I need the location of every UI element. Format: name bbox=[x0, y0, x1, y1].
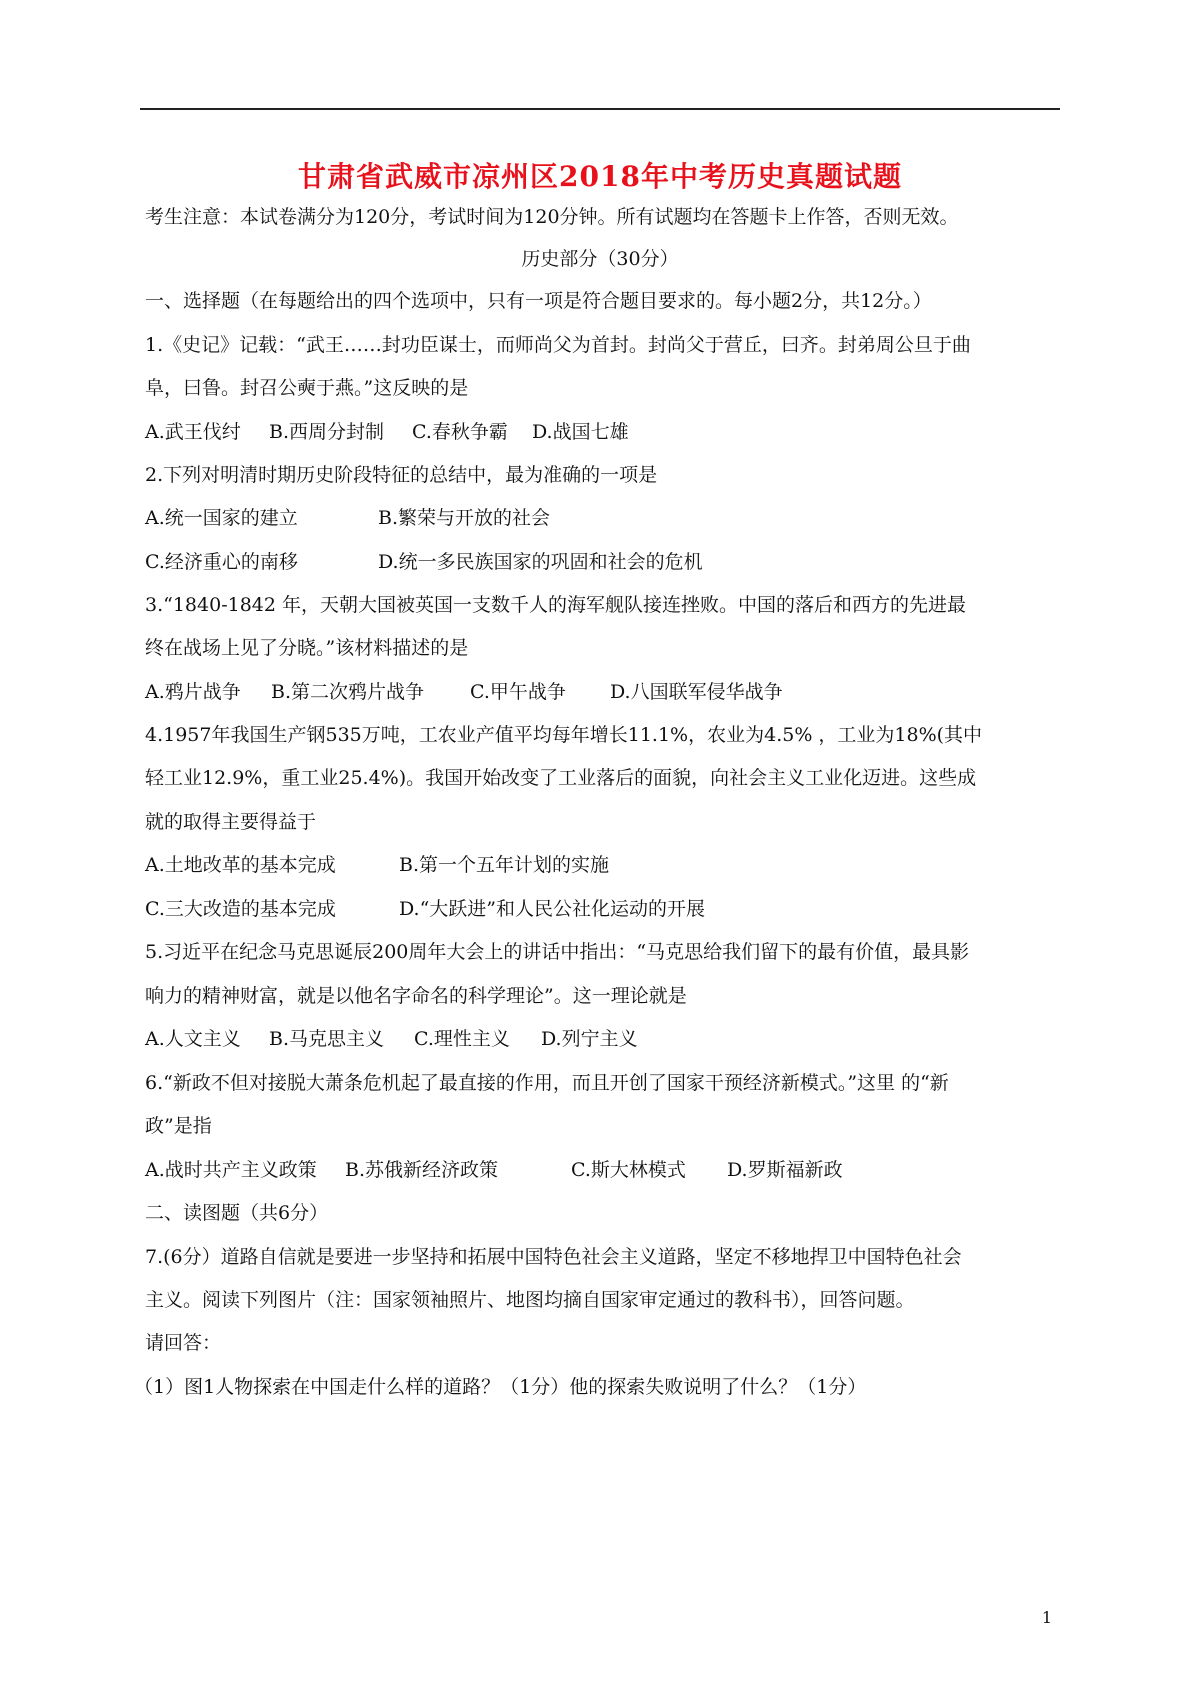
q7-prompt: 请回答： bbox=[145, 1332, 222, 1354]
q1-text-line1: 1.《史记》记载：“武王……封功臣谋士，而师尚父为首封。封尚父于营丘，曰齐。封弟周公旦于曲 bbox=[145, 334, 971, 356]
part2-heading: 二、读图题（共6分） bbox=[145, 1202, 329, 1224]
q6-options bbox=[145, 1158, 843, 1182]
q7-text-line2: 主义。阅读下列图片（注：国家领袖照片、地图均摘自国家审定通过的教科书），回答问题。 bbox=[145, 1289, 915, 1311]
q4-text-line3: 就的取得主要得益于 bbox=[145, 811, 317, 833]
q5-option-b: B.马克思主义 bbox=[269, 1028, 385, 1050]
exam-notice: 考生注意：本试卷满分为120分，考试时间为120分钟。所有试题均在答题卡上作答，否则无效。 bbox=[145, 206, 959, 228]
q3-text-line1: 3.“1840-1842 年，天朝大国被英国一支数千人的海军舰队接连挫败。中国的落后和西方的先进最 bbox=[145, 594, 967, 616]
q5-text-line2: 响力的精神财富，就是以他名字命名的科学理论”。这一理论就是 bbox=[145, 985, 687, 1007]
q4-text-line2: 轻工业12.9%，重工业25.4%)。我国开始改变了工业落后的面貌，向社会主义工业化迈进。这些成 bbox=[145, 767, 977, 789]
header-rule bbox=[140, 108, 1060, 110]
q6-option-d: D.罗斯福新政 bbox=[727, 1159, 843, 1181]
page-title: 甘肃省武威市凉州区2018年中考历史真题试题 bbox=[298, 160, 902, 193]
q5-option-a: A.人文主义 bbox=[145, 1028, 241, 1050]
q2-option-b: B.繁荣与开放的社会 bbox=[378, 507, 551, 529]
q3-option-d: D.八国联军侵华战争 bbox=[610, 681, 783, 703]
section-title: 历史部分（30分） bbox=[521, 248, 679, 270]
q3-option-a: A.鸦片战争 bbox=[145, 681, 241, 703]
q6-text-line2: 政”是指 bbox=[145, 1115, 212, 1137]
q6-option-b: B.苏俄新经济政策 bbox=[345, 1159, 499, 1181]
page-number: 1 bbox=[1041, 1608, 1052, 1627]
q7-text-line1: 7.(6分）道路自信就是要进一步坚持和拓展中国特色社会主义道路，坚定不移地捍卫中国特色社会 bbox=[145, 1246, 962, 1268]
q4-option-c: C.三大改造的基本完成 bbox=[145, 898, 336, 920]
q3-option-b: B.第二次鸦片战争 bbox=[271, 681, 425, 703]
q2-options-row2 bbox=[145, 550, 703, 574]
q1-option-d: D.战国七雄 bbox=[532, 421, 629, 443]
q2-option-a: A.统一国家的建立 bbox=[145, 507, 298, 529]
q4-text-line1: 4.1957年我国生产钢535万吨，工农业产值平均每年增长11.1%，农业为4.5% ，工业为18%(其中 bbox=[145, 724, 983, 746]
q3-option-c: C.甲午战争 bbox=[470, 681, 566, 703]
q7-sub-question-1: （1）图1人物探索在中国走什么样的道路？（1分）他的探索失败说明了什么？（1分） bbox=[134, 1376, 867, 1398]
q1-option-a: A.武王伐纣 bbox=[145, 421, 241, 443]
q4-option-b: B.第一个五年计划的实施 bbox=[399, 854, 610, 876]
q1-text-line2: 阜，曰鲁。封召公奭于燕。”这反映的是 bbox=[145, 377, 469, 399]
q2-option-d: D.统一多民族国家的巩固和社会的危机 bbox=[378, 551, 703, 573]
q1-option-c: C.春秋争霸 bbox=[412, 421, 508, 443]
q5-option-d: D.列宁主义 bbox=[541, 1028, 638, 1050]
q4-option-a: A.土地改革的基本完成 bbox=[145, 854, 336, 876]
q2-options-row1 bbox=[145, 506, 550, 530]
q3-options bbox=[145, 680, 783, 704]
q4-option-d: D.“大跃进”和人民公社化运动的开展 bbox=[399, 898, 706, 920]
q5-option-c: C.理性主义 bbox=[414, 1028, 510, 1050]
q6-option-c: C.斯大林模式 bbox=[571, 1159, 686, 1181]
q1-options bbox=[145, 420, 629, 444]
q4-options-row1 bbox=[145, 853, 609, 877]
q4-options-row2 bbox=[145, 897, 705, 921]
q3-text-line2: 终在战场上见了分晓。”该材料描述的是 bbox=[145, 637, 469, 659]
q6-text-line1: 6.“新政不但对接脱大萧条危机起了最直接的作用，而且开创了国家干预经济新模式。”这里 的“新 bbox=[145, 1072, 949, 1094]
part1-heading: 一、选择题（在每题给出的四个选项中，只有一项是符合题目要求的。每小题2分，共12分。） bbox=[145, 290, 932, 312]
q2-option-c: C.经济重心的南移 bbox=[145, 551, 298, 573]
q5-options bbox=[145, 1027, 638, 1051]
q6-option-a: A.战时共产主义政策 bbox=[145, 1159, 317, 1181]
q2-text-line1: 2.下列对明清时期历史阶段特征的总结中，最为准确的一项是 bbox=[145, 464, 658, 486]
q1-option-b: B.西周分封制 bbox=[269, 421, 385, 443]
q5-text-line1: 5.习近平在纪念马克思诞辰200周年大会上的讲话中指出：“马克思给我们留下的最有价值，最具影 bbox=[145, 941, 970, 963]
